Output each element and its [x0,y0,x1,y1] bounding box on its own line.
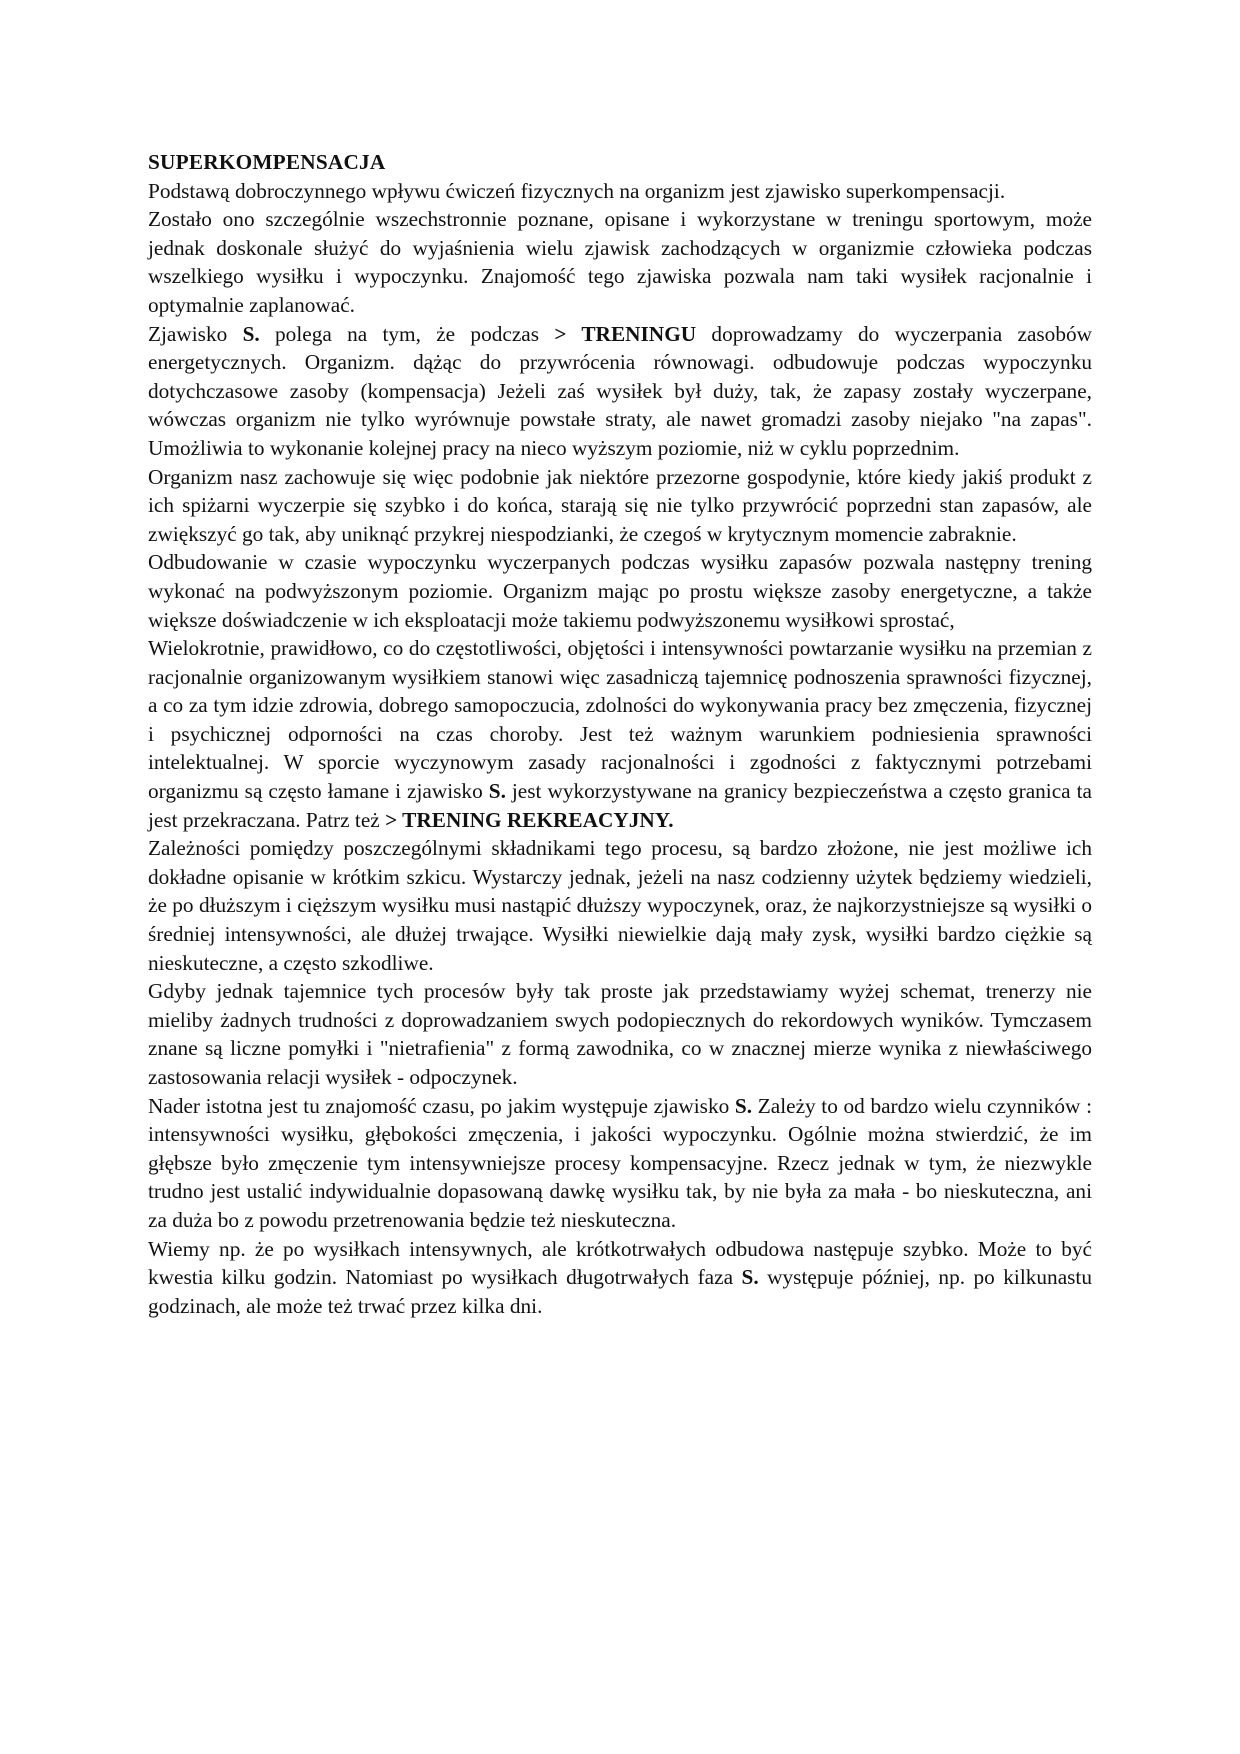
paragraph-3 [148,320,1092,463]
paragraph-3-text-a: Zjawisko [148,321,243,346]
paragraph-7: Zależności pomiędzy poszczególnymi składnikami tego procesu, są bardzo złożone, nie jest możliwe ich dokładne opisanie w krótkim szkicu. Wystarczy jednak, jeżeli na nasz codzienny użytek będziemy wiedzieli, że po dłuższym i cięższym wysiłku musi nastąpić dłuższy wypoczynek, oraz, że najkorzystniejsze są wysiłki o średniej intensywności, ale dłużej trwające. Wysiłki niewielkie dają mały zysk, wysiłki bardzo ciężkie są nieskuteczne, a często szkodliwe. [148,836,1092,975]
paragraph-10-text-a: Wiemy np. że po wysiłkach intensywnych, ale krótkotrwałych odbudowa następuje szybko. Może to być kwestia kilku godzin. Natomiast po wysiłkach długotrwałych faza [148,1236,1092,1290]
paragraph-9-text-a: Nader istotna jest tu znajomość czasu, po jakim występuje zjawisko [148,1093,735,1118]
paragraph-9 [148,1092,1092,1235]
paragraph-6-text-a: Wielokrotnie, prawidłowo, co do częstotliwości, objętości i intensywności powtarzanie wysiłku na przemian z racjonalnie organizowanym wysiłkiem stanowi więc zasadniczą tajemnicę podnoszenia sprawności fizycznej, a co za tym idzie zdrowia, dobrego samopoczucia, zdolności do wykonywania pracy bez zmęczenia, fizycznej i psychicznej odporności na czas choroby. Jest też ważnym warunkiem podniesienia sprawności intelektualnej. W sporcie wyczynowym zasady racjonalności i zgodności z faktycznymi potrzebami organizmu są często łamane i zjawisko [148,636,1092,804]
paragraph-3-text-d: doprowadzamy do wyczerpania zasobów energetycznych. Organizm. dążąc do przywrócenia równowagi. odbudowuje podczas wypoczynku dotychczasowe zasoby (kompensacja) Jeżeli zaś wysiłek był duży, tak, że zapasy zostały wyczerpane, wówczas organizm nie tylko wyrównuje powstałe straty, ale nawet gromadzi zasoby niejako "na zapas". Umożliwia to wykonanie kolejnej pracy na nieco wyższym poziomie, niż w cyklu poprzednim. [148,321,1093,460]
term-s: S. [242,321,260,346]
paragraph-10 [148,1235,1092,1321]
paragraph-5: Odbudowanie w czasie wypoczynku wyczerpanych podczas wysiłku zapasów pozwala następny trening wykonać na podwyższonym poziomie. Organizm mając po prostu większe zasoby energetyczne, a także większe doświadczenie w ich eksploatacji może takiemu podwyższonemu wysiłkowi sprostać, [148,550,1092,632]
paragraph-6 [148,634,1092,834]
term-s: S. [488,779,506,804]
paragraph-9-text-c: Zależy to od bardzo wielu czynników : intensywności wysiłku, głębokości zmęczenia, i jakości wypoczynku. Ogólnie można stwierdzić, że im głębsze było zmęczenie tym intensywniejsze procesy kompensacyjne. Rzecz jednak w tym, że niezwykle trudno jest ustalić indywidualnie dopasowaną dawkę wysiłku tak, by nie była za mała - bo nieskuteczna, ani za duża bo z powodu przetrenowania będzie też nieskuteczna. [148,1093,1092,1232]
cross-reference-trening-rekreacyjny: > TRENING REKREACYJNY. [385,807,674,832]
term-s: S. [741,1265,759,1290]
paragraph-8: Gdyby jednak tajemnice tych procesów były tak proste jak przedstawiamy wyżej schemat, trenerzy nie mieliby żadnych trudności z doprowadzaniem swych podopiecznych do rekordowych wyników. Tymczasem znane są liczne pomyłki i "nietrafienia" z formą zawodnika, co w znacznej mierze wynika z niewłaściwego zastosowania relacji wysiłek - odpoczynek. [148,979,1092,1089]
term-s: S. [734,1093,753,1118]
paragraph-2: Zostało ono szczególnie wszechstronnie poznane, opisane i wykorzystane w treningu sportowym, może jednak doskonale służyć do wyjaśnienia wielu zjawisk zachodzących w organizmie człowieka podczas wszelkiego wysiłku i wypoczynku. Znajomość tego zjawiska pozwala nam taki wysiłek racjonalnie i optymalnie zaplanować. [148,207,1092,317]
document-page [148,148,1092,1320]
paragraph-3-text-c: polega na tym, że podczas [259,321,555,346]
paragraph-10-text-c: występuje później, np. po kilkunastu godzinach, ale może też trwać przez kilka dni. [148,1265,1093,1318]
document-title: SUPERKOMPENSACJA [148,150,386,174]
paragraph-1: Podstawą dobroczynnego wpływu ćwiczeń fizycznych na organizm jest zjawisko superkompensacji. [148,178,1006,203]
paragraph-6-text-c: jest wykorzystywane na granicy bezpieczeństwa a często granica ta jest przekraczana. Patrz też [148,779,1092,832]
cross-reference-trening: > TRENINGU [554,321,697,346]
paragraph-4: Organizm nasz zachowuje się więc podobnie jak niektóre przezorne gospodynie, które kiedy jakiś produkt z ich spiżarni wyczerpie się szybko i do końca, starają się nie tylko przywrócić poprzedni stan zapasów, ale zwiększyć go tak, aby uniknąć przykrej niespodzianki, że czegoś w krytycznym momencie zabraknie. [148,464,1092,546]
